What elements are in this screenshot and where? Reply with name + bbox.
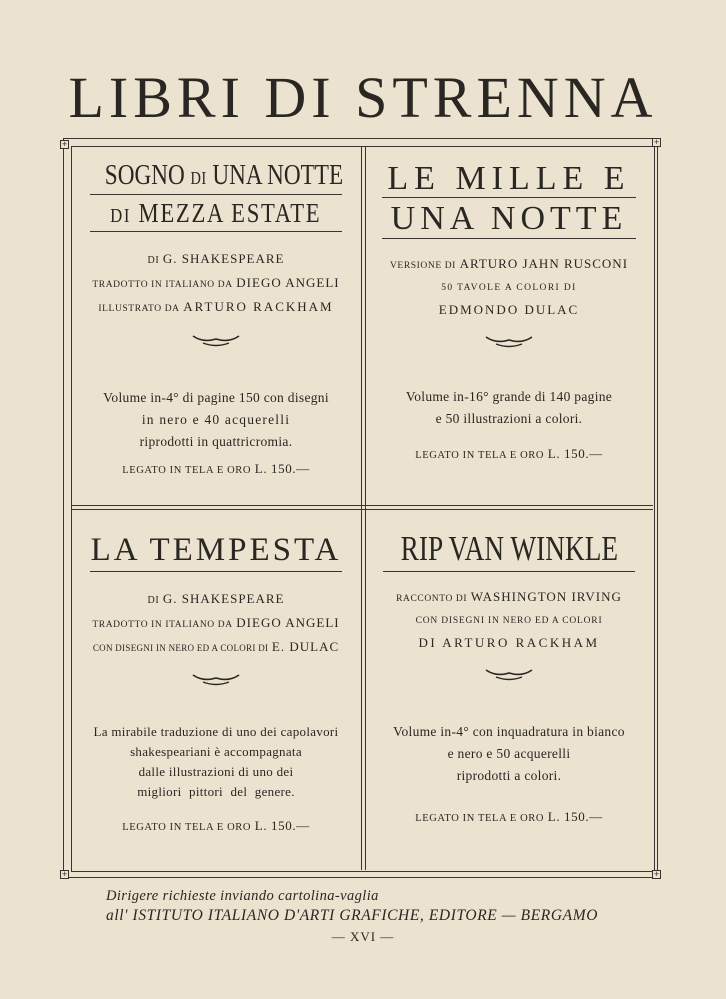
book-price — [75, 818, 357, 834]
book-title-line1 — [75, 160, 357, 192]
corner-plus-icon: + — [653, 870, 660, 878]
title-rule — [90, 571, 342, 572]
title-text-small: DI — [190, 168, 207, 188]
price-value: L. 150.— — [547, 445, 603, 461]
page-title: LIBRI DI STRENNA — [68, 65, 658, 130]
book-title-line2: UNA NOTTE — [390, 200, 628, 238]
illustrator-name: E. DULAC — [271, 639, 340, 655]
title-text: MEZZA ESTATE — [131, 197, 322, 228]
outer-left-rule — [63, 138, 64, 876]
footer-instruction: Dirigere richieste inviando cartolina-vaglia — [106, 888, 379, 904]
title-rule — [382, 238, 636, 239]
description-line: dalle illustrazioni di uno dei — [138, 764, 294, 780]
credit-small: RACCONTO DI — [396, 593, 468, 604]
description-line: La mirabile traduzione di uno dei capolavori — [93, 724, 339, 740]
book-credits — [369, 253, 649, 321]
credit-small: VERSIONE DI — [389, 260, 456, 271]
book-panel-sogno — [75, 160, 357, 477]
book-panel-mille-notte — [369, 160, 649, 462]
book-panel-rip-van-winkle — [369, 530, 649, 825]
flourish-ornament-icon — [191, 332, 241, 350]
book-description — [75, 722, 357, 802]
title-rule — [90, 194, 342, 195]
credit-small: ILLUSTRATO DA — [98, 303, 180, 314]
corner-plus-icon: + — [61, 870, 68, 878]
center-rule-b — [365, 146, 366, 870]
author-name: G. SHAKESPEARE — [162, 591, 285, 607]
description-line: Volume in-16° grande di 140 pagine — [405, 388, 613, 404]
illustrator-name: DI ARTURO RACKHAM — [418, 634, 600, 650]
flourish-ornament-icon — [484, 333, 534, 351]
price-label: LEGATO IN TELA E ORO — [415, 812, 545, 824]
author-name: WASHINGTON IRVING — [470, 588, 622, 604]
credit-line: CON DISEGNI IN NERO ED A COLORI — [415, 615, 603, 626]
price-label: LEGATO IN TELA E ORO — [122, 464, 252, 476]
translator-name: DIEGO ANGELI — [236, 274, 340, 290]
credit-line — [75, 588, 357, 612]
book-description — [369, 721, 649, 787]
outer-right-rule — [657, 138, 658, 876]
description-line: riprodotti a colori. — [456, 767, 562, 783]
description-line: migliori pittori del genere. — [137, 784, 295, 800]
description-line: e 50 illustrazioni a colori. — [435, 410, 583, 426]
title-text: SOGNO — [104, 159, 191, 191]
title-rule — [90, 231, 342, 232]
illustrator-name: ARTURO RACKHAM — [183, 298, 334, 314]
footer-publisher: all' ISTITUTO ITALIANO D'ARTI GRAFICHE, EDITORE — BERGAMO — [106, 907, 599, 924]
flourish-ornament-icon — [484, 666, 534, 684]
translator-name: ARTURO JAHN RUSCONI — [459, 255, 629, 271]
book-title-line2 — [75, 199, 357, 229]
title-text: UNA NOTTE — [206, 159, 344, 191]
credit-small: DI — [147, 595, 160, 607]
credit-line — [369, 253, 649, 277]
credit-small: TRADOTTO IN ITALIANO DA — [92, 279, 233, 290]
price-value: L. 150.— — [254, 460, 310, 476]
translator-name: DIEGO ANGELI — [236, 615, 340, 631]
description-line: shakespeariani è accompagnata — [130, 744, 302, 760]
book-title: LA TEMPESTA — [90, 532, 342, 568]
credit-small: DI — [147, 254, 160, 266]
credit-line — [369, 586, 649, 610]
description-line: in nero e 40 acquerelli — [141, 411, 291, 427]
book-description — [75, 387, 357, 453]
credit-line — [75, 248, 357, 272]
description-line: Volume in-4° di pagine 150 con disegni — [103, 389, 329, 405]
credit-line — [75, 636, 357, 659]
price-label: LEGATO IN TELA E ORO — [122, 822, 252, 834]
credit-line — [75, 296, 357, 320]
book-panel-tempesta — [75, 532, 357, 834]
middle-rule-b — [71, 509, 653, 510]
credit-line — [75, 272, 357, 296]
description-line: e nero e 50 acquerelli — [447, 745, 571, 761]
credit-small: CON DISEGNI IN NERO ED A COLORI DI — [92, 643, 269, 654]
middle-rule-a — [71, 505, 653, 506]
credit-line — [75, 612, 357, 636]
book-price — [369, 446, 649, 462]
corner-plus-icon: + — [653, 138, 660, 146]
title-text-small: DI — [110, 204, 132, 227]
book-credits — [369, 586, 649, 654]
book-price — [75, 461, 357, 477]
price-value: L. 150.— — [547, 808, 603, 824]
credit-line: 50 TAVOLE A COLORI DI — [441, 282, 577, 293]
book-credits — [75, 248, 357, 320]
corner-plus-icon: + — [61, 140, 68, 148]
page-number: — XVI — — [331, 929, 395, 944]
title-text: RIP VAN WINKLE — [400, 529, 618, 568]
title-rule — [383, 571, 635, 572]
book-description — [369, 386, 649, 430]
author-name: G. SHAKESPEARE — [162, 250, 285, 266]
credit-small: TRADOTTO IN ITALIANO DA — [92, 620, 233, 631]
illustrator-name: EDMONDO DULAC — [438, 301, 580, 317]
description-line: riprodotti in quattricromia. — [139, 433, 293, 449]
price-value: L. 150.— — [254, 818, 310, 834]
book-credits — [75, 588, 357, 659]
price-label: LEGATO IN TELA E ORO — [415, 449, 545, 461]
book-title-line1: LE MILLE E — [387, 160, 631, 197]
title-rule — [382, 197, 636, 198]
book-price — [369, 809, 649, 825]
flourish-ornament-icon — [191, 671, 241, 689]
center-rule-a — [361, 146, 362, 870]
description-line: Volume in-4° con inquadratura in bianco — [393, 723, 625, 739]
book-title — [369, 530, 649, 569]
